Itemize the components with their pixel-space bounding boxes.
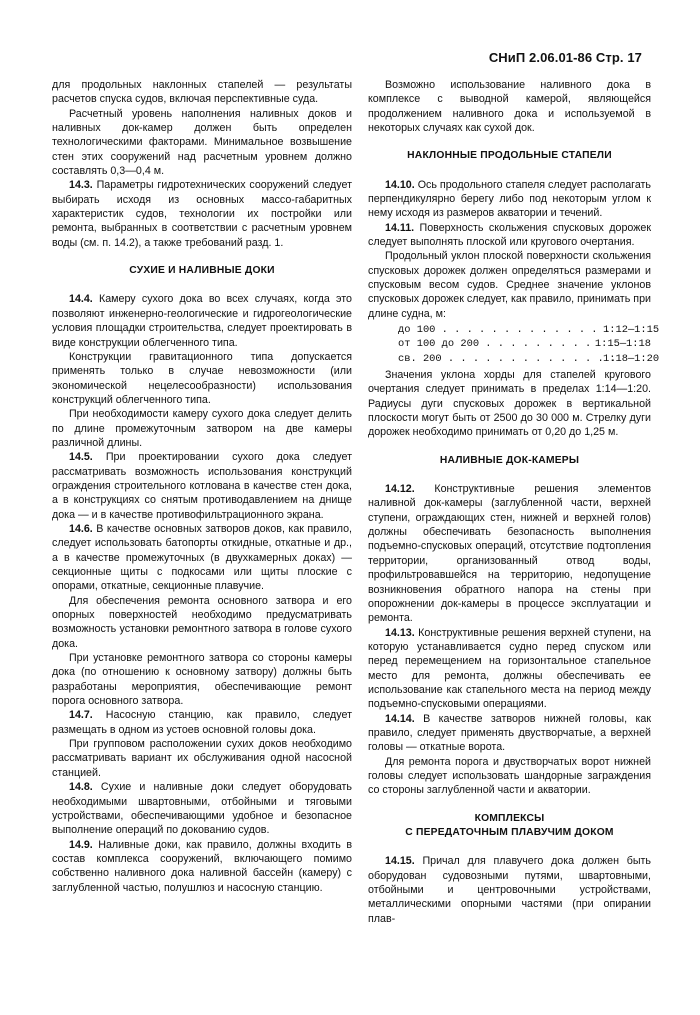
right-column [368,78,660,926]
slope-length: до 100 . . . . . . . . . . . . . . [398,324,611,337]
paragraph: Возможно использование наливного дока в комплексе с выводной камерой, являющейся продолжением наливного дока и используемой в некоторых случаях как сухой док. [368,79,651,135]
paragraph: Расчетный уровень наполнения наливных доков и наливных док-камер должен быть определен технологическими факторами. Минимальное возвышение стен этих сооружений над расчетным уровнем должно составлять 0,3—0,4 м. [52,107,352,178]
clause-text: Параметры гидротехнических сооружений следует выбирать исходя из основных массо-габаритных характеристик судов, технологии их постройки или ремонта, выбранных в соответствии с расчетным уровнем воды (см. п. 14.2), а также требований разд. 1. [52,179,352,249]
paragraph-14-13 [368,626,651,712]
slope-row [398,337,651,351]
clause-text: Поверхность скольжения спусковых дорожек следует выполнять плоской или кругового очертания. [368,221,651,249]
slope-row [398,352,660,366]
clause-number: 14.3. [69,179,93,192]
paragraph-14-7 [52,708,352,737]
slope-value: 1:18—1:20 [603,352,660,365]
slope-value: 1:15—1:18 [594,338,651,351]
clause-text: Наливные доки, как правило, должны входить в состав комплекса сооружений, включающего помимо собственно наливного дока наливной бассейн (камеру) с заглубленной частью, полушлюз и насосную станцию. [52,838,352,894]
clause-text: Конструктивные решения элементов наливной док-камеры (заглубленной части, верхней ступени, ограждающих стен, нижней и верхней голов) должны обеспечивать безопасность выполнения подъемно-спусковых операций, отсутствие подтопления территории, организованный отвод воды, профильтровавшейся на территорию, недопущение возникновения обратного напора на стены при опорожнении док-камеры в процессе эксплуатации и ремонта. [368,483,651,625]
slope-row [398,323,660,337]
slope-table [398,323,660,366]
heading-line: КОМПЛЕКСЫ [474,812,545,824]
clause-text: Насосную станцию, как правило, следует размещать в одном из устоев основной головы дока. [52,709,352,736]
clause-text: Сухие и наливные доки следует оборудовать необходимыми швартовными, отбойными и тяговыми устройствами, обеспечивающими удобное и безопасное выполнение операций по докованию судов. [52,781,352,837]
clause-number: 14.13. [385,626,415,639]
clause-text: В качестве основных затворов доков, как правило, следует использовать батопорты откидные, откатные и др., а в качестве промежуточных (в двухкамерных доках) — секционные щиты с подкосами или щиты плоские с опорами, откатные, секционные плавучие. [52,522,352,593]
paragraph-14-4 [52,292,352,349]
paragraph-14-9 [52,838,352,895]
slope-length: от 100 до 200 . . . . . . . . . [398,338,592,351]
paragraph: Продольный уклон плоской поверхности скольжения спусковых дорожек должен определяться размерами и спусковым весом судов. Среднее значение уклонов спусковых дорожек следует, как правило, принимать при длине судна, м: [368,250,651,320]
paragraph: Значения уклона хорды для стапелей кругового очертания следует принимать в пределах 1:14—1:20. Радиусы дуги спусковых дорожек в вертикальной плоскости могут быть от 2500 до 30 000 м. Стрелку дуги дорожек необходимо принимать от 0,20 до 1,25 м. [368,369,651,439]
paragraph-14-14 [368,712,651,755]
heading-line: С ПЕРЕДАТОЧНЫМ ПЛАВУЧИМ ДОКОМ [405,827,614,839]
paragraph: Для ремонта порога и двустворчатых ворот нижней головы следует использовать шандорные заграждения со стороны заглубленной части и акватории. [368,755,651,797]
left-column [52,78,352,895]
paragraph: При групповом расположении сухих доков необходимо рассматривать вариант их обслуживания одной насосной станцией. [52,738,352,779]
clause-number: 14.8. [69,781,93,794]
clause-text: При проектировании сухого дока следует рассматривать возможность использования конструкций ограждения строительного котлована в качестве стен дока, а в конструкциях со снятым противодавлением на днище дока — и в качестве противофильтрационного экрана. [52,451,352,521]
paragraph-14-8 [52,780,352,837]
section-heading-complexes [368,812,651,841]
clause-number: 14.14. [385,712,415,725]
section-heading-slipways: НАКЛОННЫЕ ПРОДОЛЬНЫЕ СТАПЕЛИ [407,150,612,162]
paragraph-14-10 [368,178,651,221]
clause-number: 14.5. [69,451,93,464]
slope-value: 1:12—1:15 [603,324,660,337]
clause-number: 14.6. [69,522,93,535]
clause-number: 14.15. [385,855,415,868]
page-header: СНиП 2.06.01-86 Стр. 17 [488,50,642,65]
paragraph: для продольных наклонных стапелей — результаты расчетов спуска судов, включая перспективные суда. [52,79,352,106]
clause-number: 14.4. [69,293,93,306]
paragraph-14-6 [52,522,352,594]
paragraph-14-5 [52,450,352,522]
paragraph-14-15 [368,854,651,926]
clause-text: Конструктивные решения верхней ступени, на которую устанавливается судно перед спуском или перед перемещением на горизонтальное стапельное место для ремонта, должны обеспечивать ее использование как стапельного места на период между подъемно-спусковыми операциями. [368,626,651,711]
paragraph: При необходимости камеру сухого дока следует делить по длине промежуточным затвором на две камеры различной длины. [52,408,352,449]
clause-text: Камеру сухого дока во всех случаях, когда это позволяют инженерно-геологические и гидрогеологические условия площадки строительства, следует проектировать в виде конструкции облегченного типа. [52,293,352,349]
clause-number: 14.7. [69,709,93,722]
paragraph: Для обеспечения ремонта основного затвора и его опорных поверхностей необходимо предусматривать возможность установки ремонтного затвора в голове сухого дока. [52,594,352,650]
paragraph: При установке ремонтного затвора со стороны камеры дока (по отношению к основному затвору) должны быть разработаны мероприятия, обеспечивающие ремонт порога основного затвора. [52,652,352,708]
slope-length: св. 200 . . . . . . . . . . . . . . [398,352,617,365]
section-heading-dry-docks: СУХИЕ И НАЛИВНЫЕ ДОКИ [129,265,275,277]
paragraph-14-11 [368,221,651,250]
clause-number: 14.11. [385,221,415,234]
paragraph-14-3 [52,178,352,250]
clause-number: 14.10. [385,178,415,191]
clause-text: Ось продольного стапеля следует располагать перпендикулярно берегу либо под некоторым углом к нему исходя из размеров акватории и течений. [368,178,651,220]
clause-number: 14.12. [385,483,415,496]
clause-text: Причал для плавучего дока должен быть оборудован судовозными путями, швартовными, отбойными и центровочными устройствами, металлическими опорными частями (при опирании плав- [368,855,651,925]
paragraph-14-12 [368,482,651,625]
paragraph: Конструкции гравитационного типа допускается применять только в случае невозможности (или экономической нецелесообразности) использования конструкций облегченного типа. [52,350,352,406]
clause-number: 14.9. [69,838,93,851]
clause-text: В качестве затворов нижней головы, как правило, следует применять двустворчатые, а верхней головы — откатные ворота. [368,712,651,754]
section-heading-dock-chambers: НАЛИВНЫЕ ДОК-КАМЕРЫ [439,454,580,466]
